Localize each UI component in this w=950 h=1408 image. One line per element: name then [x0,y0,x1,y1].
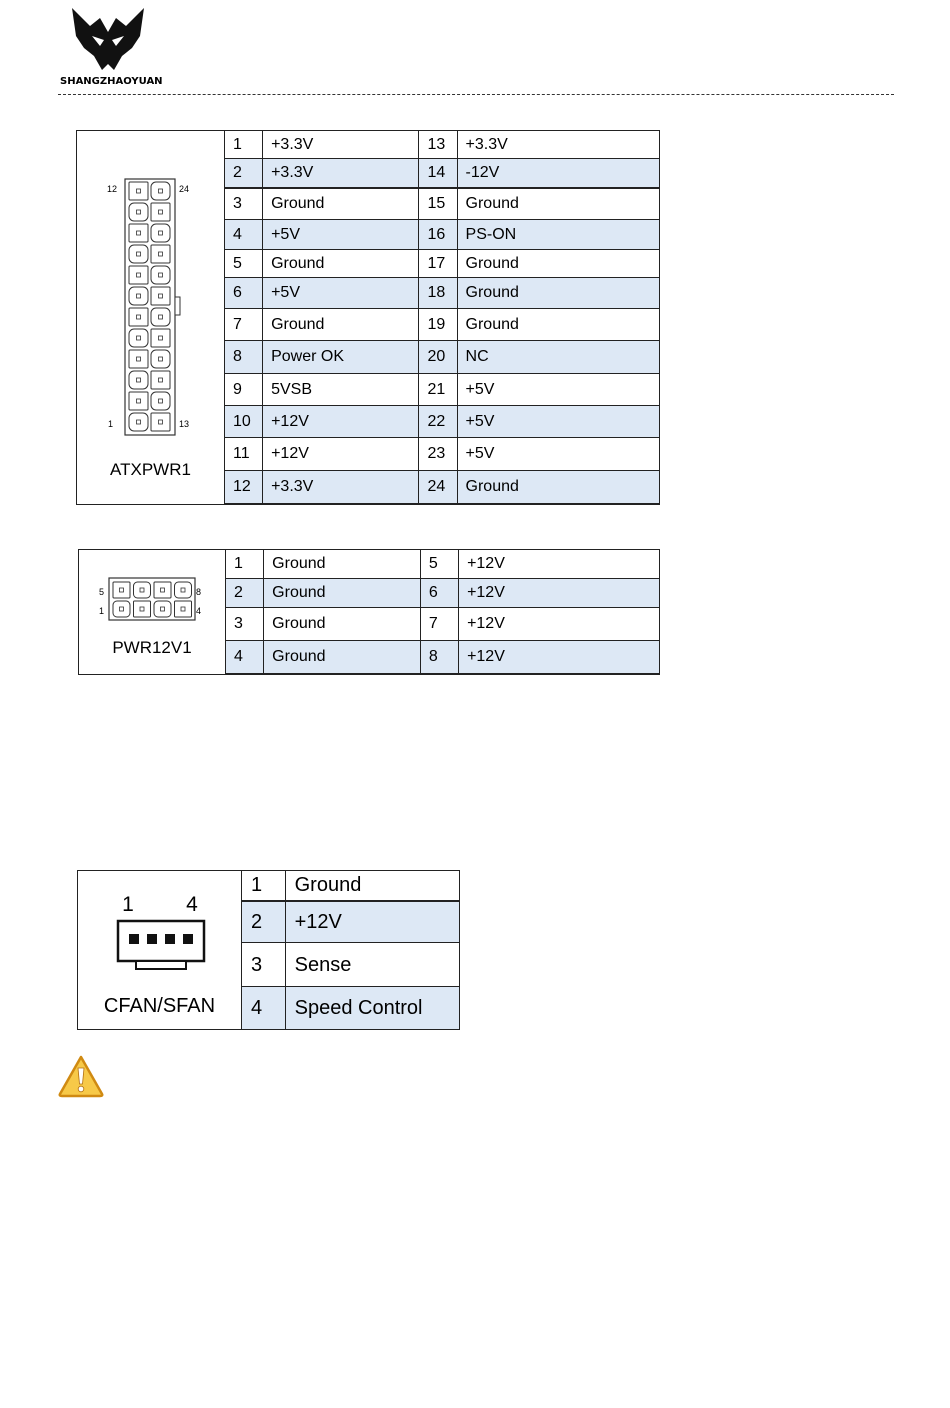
fan-connector-label: CFAN/SFAN [103,995,216,1017]
pin-number-cell: 10 [225,406,263,438]
pin-contact [159,315,163,319]
atx-corner-label-1: 1 [107,419,113,429]
pin-contact [159,252,163,256]
pin-signal-cell: +5V [457,374,659,406]
pin-number-cell: 3 [225,188,263,220]
pwr12v-pinout-table [225,549,660,674]
table-row [226,550,660,579]
pin-number-cell: 8 [420,641,458,674]
pin-signal-cell: Ground [263,250,419,278]
table-row [225,250,660,278]
pin-contact [137,357,141,361]
pin-contact [159,357,163,361]
pin-signal-cell: Sense [285,943,459,987]
pin-contact [159,336,163,340]
fan-connector-diagram [78,871,242,1029]
pin-number-cell: 24 [419,471,457,504]
pin-signal-cell: Ground [457,471,659,504]
pin-number-cell: 9 [225,374,263,406]
pwr12v-corner-label-1: 1 [98,606,104,616]
table-row [242,943,460,987]
connector-pin [129,934,139,944]
pin-contact [159,294,163,298]
table-row [225,220,660,250]
table-row [225,188,660,220]
pin-signal-cell: +3.3V [263,131,419,159]
table-row [225,471,660,504]
pin-number-cell: 4 [242,987,286,1030]
fan-pinout-table [241,870,460,1030]
pin-contact [137,336,141,340]
table-row [225,278,660,309]
pin-number-cell: 1 [242,871,286,901]
pin-signal-cell: NC [457,341,659,374]
pin-number-cell: 23 [419,438,457,471]
pin-number-cell: 5 [420,550,458,579]
pin-signal-cell: Ground [263,188,419,220]
table-row [225,341,660,374]
pin-contact [137,315,141,319]
pin-signal-cell: Ground [457,188,659,220]
pin-number-cell: 7 [225,309,263,341]
fan-pin-label-4: 4 [186,893,198,916]
pwr12v-8pin-diagram [79,550,225,630]
pwr12v-connector [78,549,660,675]
pin-number-cell: 1 [225,131,263,159]
pin-number-cell: 11 [225,438,263,471]
fan-connector [77,870,460,1030]
atx-pinout-table [224,130,660,504]
pin-signal-cell: +12V [263,438,419,471]
warning-triangle-icon [58,1054,104,1098]
fan-pin-label-1: 1 [122,893,134,916]
atx-connector-label: ATXPWR1 [110,460,191,479]
pin-number-cell: 2 [225,159,263,188]
pin-signal-cell: +12V [459,579,660,608]
pin-signal-cell: +5V [263,220,419,250]
table-row [225,374,660,406]
connector-pin [165,934,175,944]
pin-signal-cell: +3.3V [263,471,419,504]
atx-corner-label-12: 12 [106,184,117,194]
pin-signal-cell: Ground [285,871,459,901]
pin-signal-cell: +12V [263,406,419,438]
pin-signal-cell: Ground [263,309,419,341]
pin-contact [137,420,141,424]
pin-number-cell: 7 [420,608,458,641]
table-row [225,309,660,341]
pin-contact [159,378,163,382]
pin-number-cell: 4 [226,641,264,674]
pin-contact [159,231,163,235]
table-row [225,406,660,438]
pin-contact [161,607,165,611]
pin-contact [181,588,185,592]
pin-number-cell: 18 [419,278,457,309]
wolf-head-logo-icon [70,6,146,72]
pin-number-cell: 19 [419,309,457,341]
pin-contact [159,420,163,424]
pin-contact [137,210,141,214]
pin-contact [159,189,163,193]
pin-signal-cell: Ground [457,309,659,341]
table-row [242,871,460,901]
pwr12v-corner-label-5: 5 [98,587,104,597]
brand-logo [58,6,163,90]
fan-4pin-diagram [78,871,241,981]
pin-signal-cell: PS-ON [457,220,659,250]
pin-number-cell: 20 [419,341,457,374]
pin-signal-cell: -12V [457,159,659,188]
atx-connector-diagram [77,131,225,504]
atx-power-connector [76,130,660,505]
table-row [225,438,660,471]
atx-corner-label-13: 13 [179,419,190,429]
pin-number-cell: 21 [419,374,457,406]
pin-contact [137,273,141,277]
pin-number-cell: 8 [225,341,263,374]
pin-signal-cell: Ground [264,608,421,641]
pin-number-cell: 15 [419,188,457,220]
pin-number-cell: 6 [225,278,263,309]
pin-contact [161,588,165,592]
pin-contact [137,294,141,298]
pwr12v-connector-diagram [79,550,226,674]
pin-number-cell: 1 [226,550,264,579]
pin-signal-cell: Ground [264,641,421,674]
table-row [225,159,660,188]
pin-number-cell: 22 [419,406,457,438]
pin-signal-cell: Ground [457,250,659,278]
pin-contact [181,607,185,611]
pin-signal-cell: +12V [459,550,660,579]
pin-signal-cell: Ground [264,550,421,579]
pin-signal-cell: Speed Control [285,987,459,1030]
pin-contact [120,607,124,611]
pin-number-cell: 3 [242,943,286,987]
pin-signal-cell: Ground [457,278,659,309]
pin-number-cell: 5 [225,250,263,278]
pin-signal-cell: +3.3V [457,131,659,159]
connector-pin [147,934,157,944]
pwr12v-connector-label: PWR12V1 [112,638,192,657]
pin-number-cell: 6 [420,579,458,608]
pin-number-cell: 12 [225,471,263,504]
pin-contact [137,252,141,256]
table-row [225,131,660,159]
pin-number-cell: 2 [226,579,264,608]
pwr12v-corner-label-4: 4 [196,606,202,616]
pin-signal-cell: +12V [459,608,660,641]
pin-number-cell: 16 [419,220,457,250]
pin-contact [140,588,144,592]
pin-signal-cell: +5V [263,278,419,309]
pin-number-cell: 17 [419,250,457,278]
pin-number-cell: 2 [242,901,286,943]
pin-contact [120,588,124,592]
pin-signal-cell: +12V [285,901,459,943]
table-row [242,901,460,943]
table-row [226,579,660,608]
pin-signal-cell: +5V [457,438,659,471]
pwr12v-corner-label-8: 8 [196,587,202,597]
pin-contact [137,399,141,403]
pin-contact [159,273,163,277]
pin-signal-cell: Ground [264,579,421,608]
atx-corner-label-24: 24 [179,184,190,194]
connector-pin [183,934,193,944]
pin-number-cell: 13 [419,131,457,159]
pin-contact [159,210,163,214]
pin-signal-cell: 5VSB [263,374,419,406]
table-row [226,608,660,641]
atx-24pin-diagram [77,131,224,461]
pin-number-cell: 14 [419,159,457,188]
pin-contact [159,399,163,403]
table-row [226,641,660,674]
pin-contact [137,378,141,382]
pin-signal-cell: +3.3V [263,159,419,188]
pin-number-cell: 4 [225,220,263,250]
table-row [242,987,460,1030]
pin-signal-cell: +12V [459,641,660,674]
pin-number-cell: 3 [226,608,264,641]
pin-contact [140,607,144,611]
pin-contact [137,189,141,193]
pin-signal-cell: +5V [457,406,659,438]
brand-name: SHANGZHAOYUAN [60,76,163,87]
pin-signal-cell: Power OK [263,341,419,374]
pin-contact [137,231,141,235]
header-divider [58,94,894,95]
